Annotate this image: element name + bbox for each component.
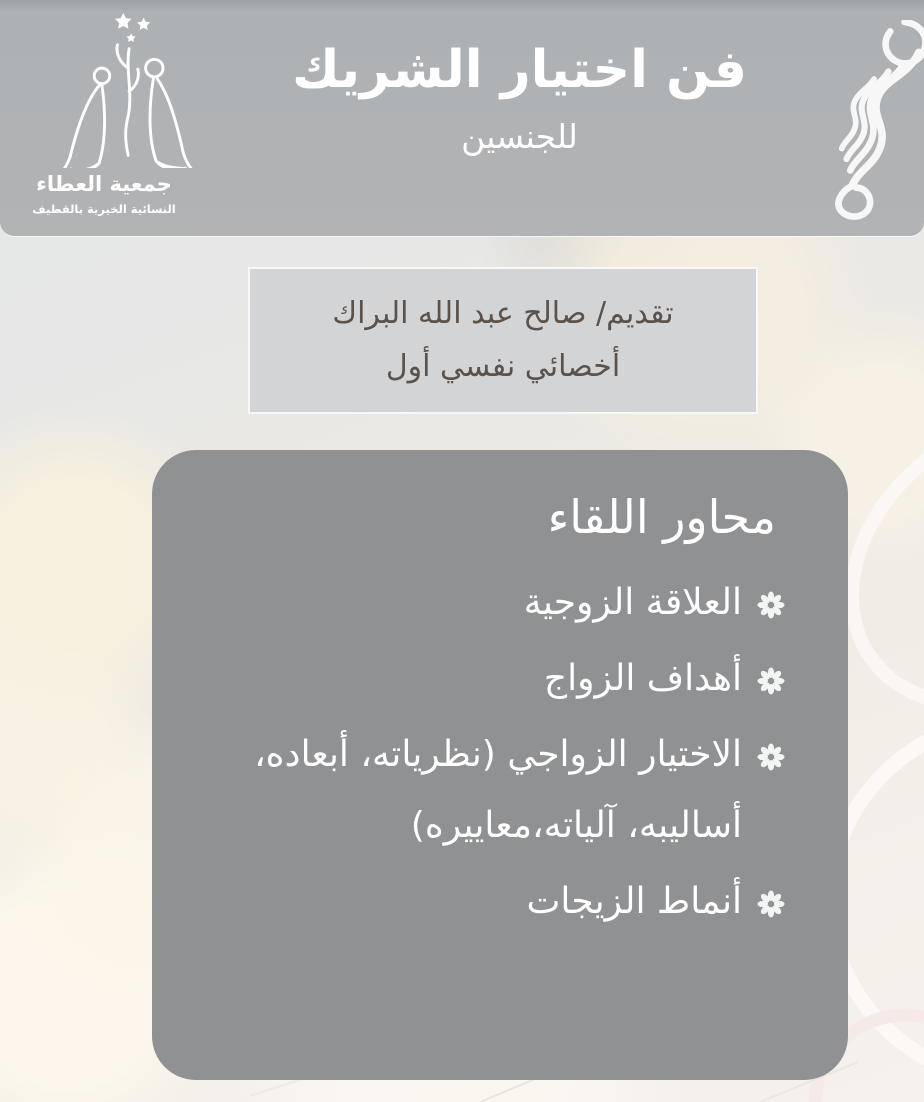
topic-text: أهداف الزواج — [543, 658, 742, 700]
topics-list — [192, 568, 786, 937]
topic-text: العلاقة الزوجية — [523, 582, 742, 623]
presenter-box — [248, 267, 758, 414]
topic-text: أنماط الزيجات — [526, 880, 742, 922]
topics-box — [152, 450, 848, 1080]
swirl-ornament-icon — [820, 20, 924, 220]
main-title: فن اختيار الشريك — [292, 40, 747, 100]
list-item — [192, 867, 786, 937]
org-logo — [24, 8, 204, 232]
topics-title: محاور اللقاء — [547, 490, 776, 544]
title-block — [235, 38, 804, 157]
flower-bullet-icon — [756, 590, 786, 620]
subtitle: للجنسين — [461, 117, 578, 156]
org-name: جمعية العطاء — [36, 172, 172, 196]
list-item — [192, 644, 786, 714]
flower-bullet-icon — [756, 666, 786, 696]
two-figures-with-stars-icon — [34, 8, 199, 168]
presenter-line1: تقديم/ صالح عبد الله البراك — [332, 296, 674, 331]
header-band — [0, 0, 924, 236]
org-subtitle: النسائية الخيرية بالقطيف — [32, 202, 176, 216]
topic-text: الاختيار الزواجي (نظرياته، أبعاده، أساليبه، آلياته،معاييره) — [254, 734, 742, 846]
list-item — [192, 720, 786, 860]
flower-bullet-icon — [756, 889, 786, 919]
presenter-line2: أخصائي نفسي أول — [385, 348, 621, 384]
list-item — [192, 568, 786, 638]
flower-bullet-icon — [756, 742, 786, 772]
